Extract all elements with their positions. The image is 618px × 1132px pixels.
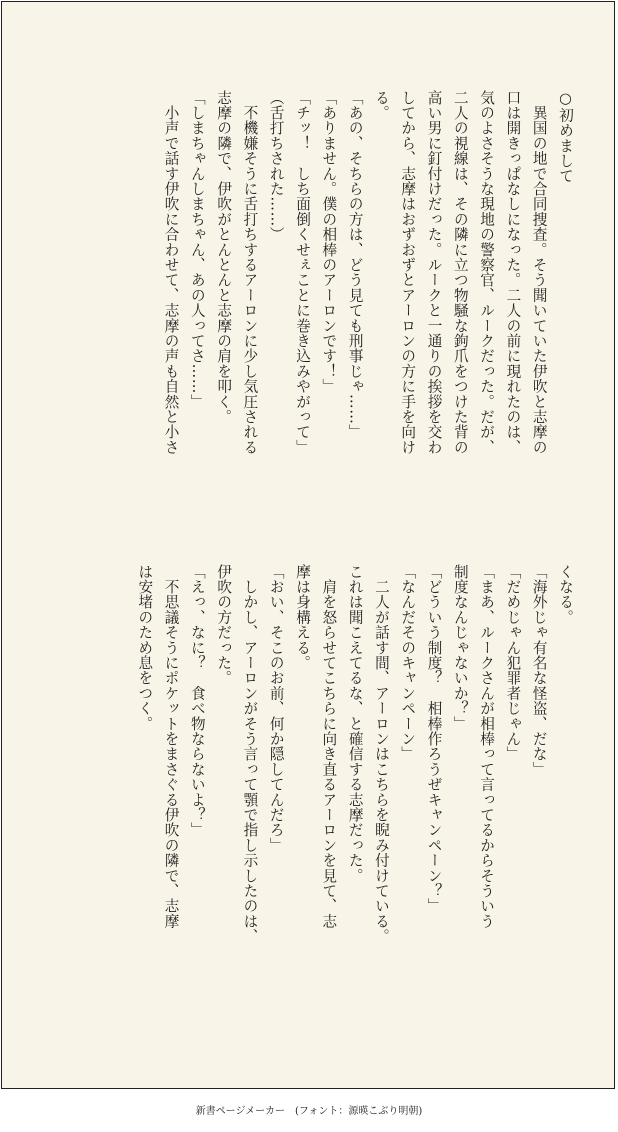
text-line: 口は開きっぱなしになった。二人の前に現れたのは、 <box>504 90 522 455</box>
novel-page <box>1 1 615 1089</box>
text-line: 異国の地で合同捜査。そう聞いていた伊吹と志摩の <box>530 90 548 455</box>
text-line: これは聞こえてるな、と確信する志摩だった。 <box>346 564 364 884</box>
text-line: 「しまちゃんしまちゃん、あの人ってさ……」 <box>188 90 206 410</box>
text-line: 志摩の隣で、伊吹がとんとんと志摩の肩を叩く。 <box>215 90 233 425</box>
footer-credit: 新書ページメーカー (フォント：源暎こぶり明朝) <box>195 1106 423 1117</box>
text-line: 小声で話す伊吹に合わせて、志摩の声も自然と小さ <box>162 90 180 455</box>
text-line: 「だめじゃん犯罪者じゃん」 <box>504 564 522 762</box>
text-line: ○初めまして <box>557 90 574 184</box>
text-tier-top <box>38 90 578 530</box>
text-line: してから、志摩はおずおずとアーロンの方に手を向け <box>399 90 417 455</box>
text-line: 「まあ、ルークさんが相棒って言ってるからそういう <box>478 564 496 929</box>
text-line: 「ありません。僕の相棒のアーロンです！」 <box>320 90 338 394</box>
text-line: 「あの、そちらの方は、どう見ても刑事じゃ……」 <box>346 90 364 440</box>
text-line: 二人が話す間、アーロンはこちらを睨み付けている。 <box>372 564 390 944</box>
text-line: 気のよさそうな現地の警察官、ルークだった。だが、 <box>478 90 496 455</box>
text-line: は安堵のため息をつく。 <box>136 564 154 732</box>
text-tier-bottom <box>38 564 578 1004</box>
text-line: 制度なんじゃないか？」 <box>451 564 469 732</box>
text-line: 「おい、そこのお前、何か隠してんだろ」 <box>267 564 285 853</box>
text-line: 高い男に釘付けだった。ルークと一通りの挨拶を交わ <box>425 90 443 455</box>
text-line: 「どういう制度？ 相棒作ろうぜキャンペーン？」 <box>425 564 443 914</box>
text-line: る。 <box>372 90 390 121</box>
text-line: 「なんだそのキャンペーン」 <box>399 564 417 762</box>
text-line: 「えっ、なに？ 食べ物ならないよ？」 <box>188 564 206 838</box>
text-line: 不機嫌そうに舌打ちするアーロンに少し気圧される <box>241 90 259 455</box>
text-line: 「海外じゃ有名な怪盗、だな」 <box>530 564 548 777</box>
text-line: （舌打ちされた……） <box>267 90 285 242</box>
text-line: くなる。 <box>557 564 574 625</box>
text-line: 二人の視線は、その隣に立つ物騒な鉤爪をつけた背の <box>451 90 469 455</box>
text-line: 肩を怒らせてこちらに向き直るアーロンを見て、志 <box>320 564 338 929</box>
text-line: しかし、アーロンがそう言って顎で指し示したのは、 <box>241 564 259 944</box>
text-line: 「チッ！ しち面倒くせぇことに巻き込みやがって」 <box>294 90 312 455</box>
text-line: 不思議そうにポケットをまさぐる伊吹の隣で、志摩 <box>162 564 180 929</box>
text-line: 摩は身構える。 <box>294 564 312 671</box>
text-line: 伊吹の方だった。 <box>215 564 233 686</box>
